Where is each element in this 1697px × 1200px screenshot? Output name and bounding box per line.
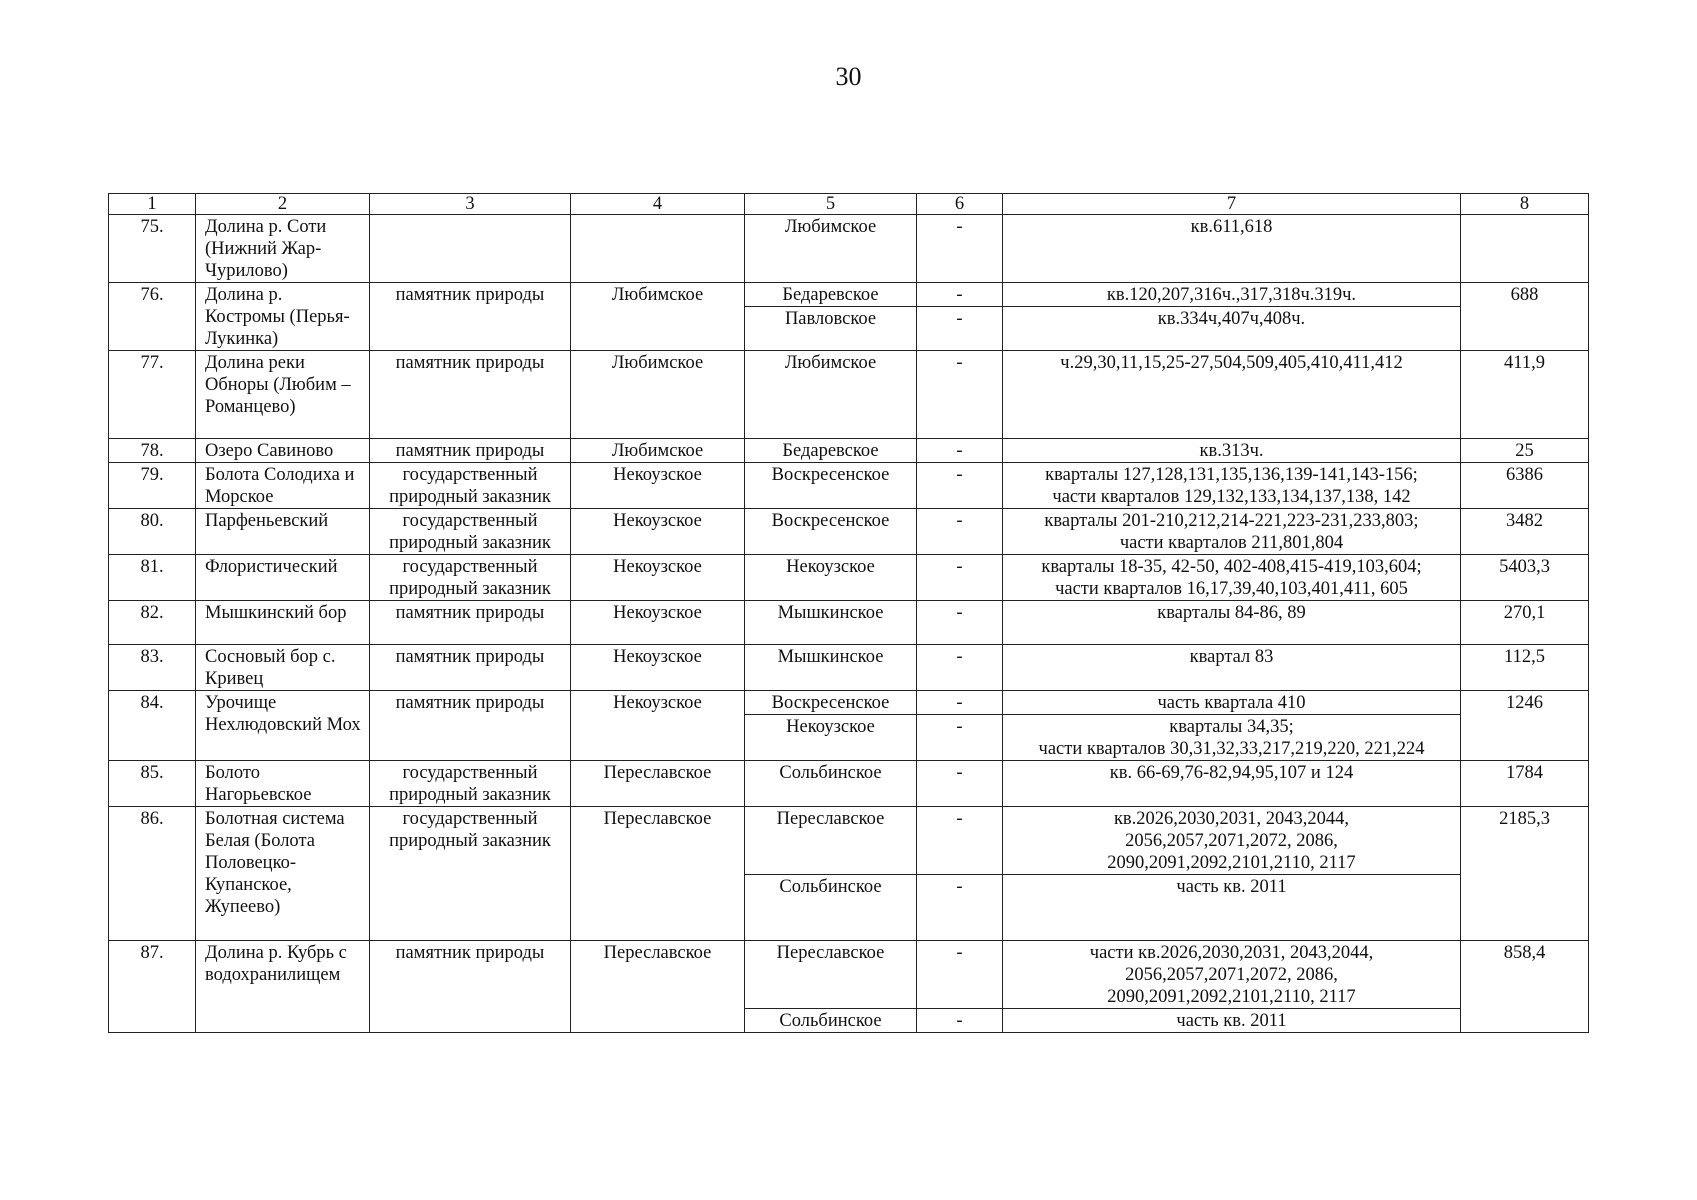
header-cell: 7 [1003, 194, 1461, 215]
quarters: кв.2026,2030,2031, 2043,2044, 2056,2057,2071,2072, 2086, 2090,2091,2092,2101,2110, 2117 [1003, 807, 1461, 875]
table-row [109, 439, 1589, 463]
table-row [109, 941, 1589, 1009]
quarters: часть квартала 410 [1003, 691, 1461, 715]
table-row [109, 691, 1589, 715]
dash: - [917, 283, 1003, 307]
quarters: кв.611,618 [1003, 215, 1461, 283]
forestry: Павловское [745, 307, 917, 351]
quarters: кв.334ч,407ч,408ч. [1003, 307, 1461, 351]
table-row [109, 761, 1589, 807]
table-row [109, 351, 1589, 439]
area-name: Флористический [196, 555, 370, 601]
area-hectares: 270,1 [1461, 601, 1589, 645]
header-cell: 6 [917, 194, 1003, 215]
protected-areas-table [108, 193, 1589, 1033]
quarters: кв.120,207,316ч.,317,318ч.319ч. [1003, 283, 1461, 307]
area-name: Болота Солодиха и Морское [196, 463, 370, 509]
forestry: Сольбинское [745, 1009, 917, 1033]
dash: - [917, 439, 1003, 463]
dash: - [917, 601, 1003, 645]
row-number: 78. [109, 439, 196, 463]
row-number: 75. [109, 215, 196, 283]
quarters: кварталы 34,35; части кварталов 30,31,32,33,217,219,220, 221,224 [1003, 715, 1461, 761]
quarters: кварталы 201-210,212,214-221,223-231,233,803; части кварталов 211,801,804 [1003, 509, 1461, 555]
dash: - [917, 351, 1003, 439]
area-hectares: 858,4 [1461, 941, 1589, 1033]
row-number: 76. [109, 283, 196, 351]
area-name: Парфеньевский [196, 509, 370, 555]
row-number: 82. [109, 601, 196, 645]
header-cell: 2 [196, 194, 370, 215]
quarters: части кв.2026,2030,2031, 2043,2044, 2056,2057,2071,2072, 2086, 2090,2091,2092,2101,2110, 2117 [1003, 941, 1461, 1009]
forestry: Сольбинское [745, 761, 917, 807]
forestry: Некоузское [745, 555, 917, 601]
area-category: государственный природный заказник [370, 509, 571, 555]
forestry: Воскресенское [745, 509, 917, 555]
forestry: Бедаревское [745, 283, 917, 307]
area-category: государственный природный заказник [370, 555, 571, 601]
quarters: кварталы 127,128,131,135,136,139-141,143-156; части кварталов 129,132,133,134,137,138, 142 [1003, 463, 1461, 509]
table-row [109, 601, 1589, 645]
quarters: кв. 66-69,76-82,94,95,107 и 124 [1003, 761, 1461, 807]
area-category: памятник природы [370, 645, 571, 691]
header-cell: 4 [571, 194, 745, 215]
district: Переславское [571, 761, 745, 807]
area-category: государственный природный заказник [370, 761, 571, 807]
area-hectares: 3482 [1461, 509, 1589, 555]
area-name: Урочище Нехлюдовский Мох [196, 691, 370, 761]
area-category: памятник природы [370, 439, 571, 463]
area-hectares [1461, 215, 1589, 283]
area-category: памятник природы [370, 283, 571, 351]
forestry: Сольбинское [745, 875, 917, 941]
dash: - [917, 807, 1003, 875]
dash: - [917, 645, 1003, 691]
area-name: Долина р. Кубрь с водохранилищем [196, 941, 370, 1033]
row-number: 79. [109, 463, 196, 509]
forestry: Любимское [745, 215, 917, 283]
area-hectares: 411,9 [1461, 351, 1589, 439]
row-number: 83. [109, 645, 196, 691]
table-row [109, 645, 1589, 691]
page-number: 30 [835, 62, 862, 91]
forestry: Бедаревское [745, 439, 917, 463]
header-cell: 1 [109, 194, 196, 215]
area-name: Болото Нагорьевское [196, 761, 370, 807]
header-row [109, 194, 1589, 215]
area-hectares: 112,5 [1461, 645, 1589, 691]
district: Некоузское [571, 601, 745, 645]
area-hectares: 2185,3 [1461, 807, 1589, 941]
forestry: Мышкинское [745, 601, 917, 645]
district: Любимское [571, 439, 745, 463]
quarters: часть кв. 2011 [1003, 875, 1461, 941]
area-category: государственный природный заказник [370, 463, 571, 509]
header-cell: 5 [745, 194, 917, 215]
quarters: квартал 83 [1003, 645, 1461, 691]
row-number: 77. [109, 351, 196, 439]
dash: - [917, 463, 1003, 509]
dash: - [917, 215, 1003, 283]
area-hectares: 25 [1461, 439, 1589, 463]
dash: - [917, 307, 1003, 351]
forestry: Мышкинское [745, 645, 917, 691]
district: Некоузское [571, 509, 745, 555]
row-number: 87. [109, 941, 196, 1033]
dash: - [917, 875, 1003, 941]
district [571, 215, 745, 283]
quarters: кварталы 18-35, 42-50, 402-408,415-419,103,604; части кварталов 16,17,39,40,103,401,411, 605 [1003, 555, 1461, 601]
table-row [109, 807, 1589, 875]
header-cell: 8 [1461, 194, 1589, 215]
area-hectares: 1784 [1461, 761, 1589, 807]
quarters: часть кв. 2011 [1003, 1009, 1461, 1033]
dash: - [917, 941, 1003, 1009]
area-category [370, 215, 571, 283]
forestry: Переславское [745, 941, 917, 1009]
area-hectares: 6386 [1461, 463, 1589, 509]
row-number: 81. [109, 555, 196, 601]
header-cell: 3 [370, 194, 571, 215]
row-number: 86. [109, 807, 196, 941]
area-hectares: 5403,3 [1461, 555, 1589, 601]
row-number: 85. [109, 761, 196, 807]
dash: - [917, 761, 1003, 807]
forestry: Любимское [745, 351, 917, 439]
district: Переславское [571, 941, 745, 1033]
quarters: кварталы 84-86, 89 [1003, 601, 1461, 645]
table-row [109, 555, 1589, 601]
area-category: государственный природный заказник [370, 807, 571, 941]
district: Переславское [571, 807, 745, 941]
area-name: Долина р. Соти (Нижний Жар-Чурилово) [196, 215, 370, 283]
district: Некоузское [571, 463, 745, 509]
forestry: Воскресенское [745, 463, 917, 509]
dash: - [917, 1009, 1003, 1033]
table-row [109, 283, 1589, 307]
area-name: Озеро Савиново [196, 439, 370, 463]
quarters: кв.313ч. [1003, 439, 1461, 463]
area-category: памятник природы [370, 601, 571, 645]
table-row [109, 463, 1589, 509]
area-name: Сосновый бор с. Кривец [196, 645, 370, 691]
row-number: 84. [109, 691, 196, 761]
area-category: памятник природы [370, 941, 571, 1033]
row-number: 80. [109, 509, 196, 555]
forestry: Переславское [745, 807, 917, 875]
dash: - [917, 555, 1003, 601]
dash: - [917, 691, 1003, 715]
area-hectares: 688 [1461, 283, 1589, 351]
district: Некоузское [571, 555, 745, 601]
area-category: памятник природы [370, 351, 571, 439]
district: Некоузское [571, 645, 745, 691]
dash: - [917, 715, 1003, 761]
area-name: Болотная система Белая (Болота Половецко-Купанское, Жупеево) [196, 807, 370, 941]
district: Любимское [571, 283, 745, 351]
table-row [109, 509, 1589, 555]
table-row [109, 215, 1589, 283]
district: Некоузское [571, 691, 745, 761]
area-hectares: 1246 [1461, 691, 1589, 761]
quarters: ч.29,30,11,15,25-27,504,509,405,410,411,412 [1003, 351, 1461, 439]
area-category: памятник природы [370, 691, 571, 761]
area-name: Мышкинский бор [196, 601, 370, 645]
district: Любимское [571, 351, 745, 439]
area-name: Долина реки Обноры (Любим – Романцево) [196, 351, 370, 439]
forestry: Некоузское [745, 715, 917, 761]
dash: - [917, 509, 1003, 555]
area-name: Долина р. Костромы (Перья-Лукинка) [196, 283, 370, 351]
forestry: Воскресенское [745, 691, 917, 715]
